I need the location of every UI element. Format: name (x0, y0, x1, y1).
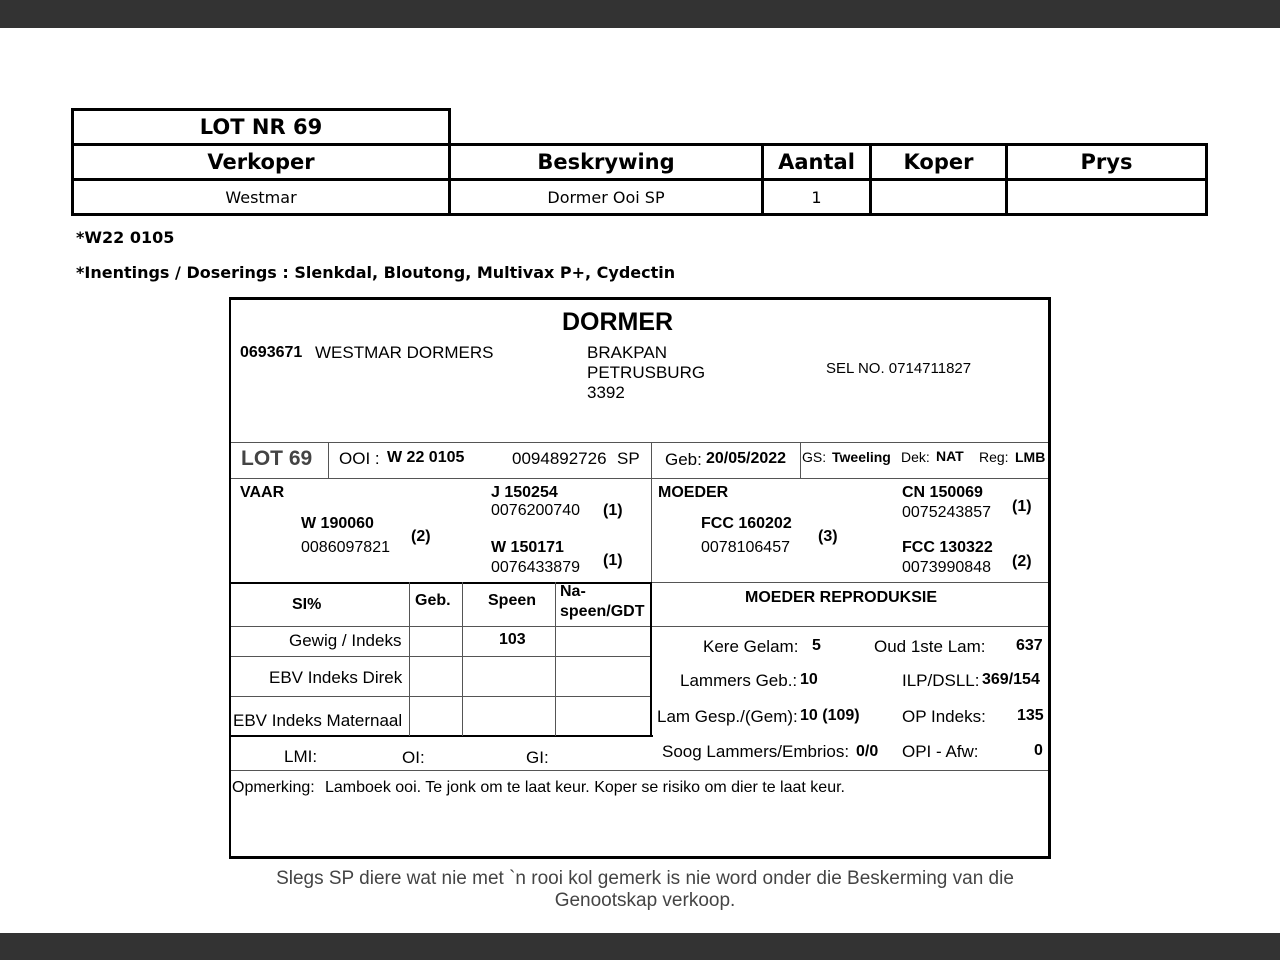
row-buyer (869, 178, 1008, 216)
gs-label: GS: (802, 449, 827, 465)
header-buyer: Koper (869, 143, 1008, 181)
row-seller: Westmar (71, 178, 451, 216)
address-line-1: BRAKPAN (587, 343, 667, 362)
speen-header: Speen (488, 592, 537, 609)
header-description: Beskrywing (448, 143, 764, 181)
op-index-label: OP Indeks: (902, 707, 986, 726)
reg-label: Reg: (979, 449, 1009, 465)
ooi-value: W 22 0105 (387, 449, 465, 466)
suckled-lambs-label: Soog Lammers/Embrios: (662, 742, 850, 761)
remark-label: Opmerking: (232, 779, 315, 796)
dam-id: FCC 160202 (701, 515, 792, 532)
certificate (229, 297, 1051, 859)
sire-dam-id: W 150171 (491, 539, 564, 556)
sire-number: 0086097821 (301, 539, 390, 556)
reg-value: LMB (1015, 449, 1046, 465)
row-price (1005, 178, 1208, 216)
weight-index-speen: 103 (499, 631, 526, 648)
lmi-label: LMI: (284, 747, 318, 766)
sire-sire-id: J 150254 (491, 484, 558, 501)
opi-deviation-label: OPI - Afw: (902, 742, 979, 761)
birth-date-label: Geb: (665, 450, 702, 469)
header-price: Prys (1005, 143, 1208, 181)
ebv-maternal-label: EBV Indeks Maternaal (233, 711, 403, 730)
sire-sire-grade: (1) (603, 502, 623, 519)
remark-text: Lamboek ooi. Te jonk om te laat keur. Koper se risiko om dier te laat keur. (325, 779, 845, 796)
geb-header: Geb. (415, 592, 451, 609)
lambs-weaned-value: 10 (109) (800, 707, 860, 724)
dam-dam-number: 0073990848 (902, 559, 991, 576)
si-header: SI% (292, 596, 322, 613)
dam-dam-id: FCC 130322 (902, 539, 993, 556)
gi-label: GI: (526, 748, 549, 767)
kere-label: Kere Gelam: (703, 637, 799, 656)
op-index-value: 135 (1017, 707, 1044, 724)
sire-id: W 190060 (301, 515, 374, 532)
dam-grade: (3) (818, 528, 838, 545)
breed-title: DORMER (562, 308, 674, 336)
opi-deviation-value: 0 (1034, 742, 1043, 759)
lambs-weaned-label: Lam Gesp./(Gem): (657, 707, 798, 726)
top-bar (0, 0, 1280, 28)
lot-label: LOT 69 (241, 447, 313, 470)
gs-value: Tweeling (832, 449, 891, 465)
header-quantity: Aantal (761, 143, 872, 181)
breeder-number: 0693671 (240, 344, 303, 361)
registration-number: 0094892726 (512, 449, 607, 468)
weight-index-label: Gewig / Indeks (289, 631, 402, 650)
birth-date-value: 20/05/2022 (706, 450, 787, 467)
ilp-value: 369/154 (982, 671, 1040, 688)
repro-title: MOEDER REPRODUKSIE (745, 589, 938, 606)
vaccination-note: *Inentings / Doserings : Slenkdal, Bloutong, Multivax P+, Cydectin (76, 263, 676, 282)
sire-dam-grade: (1) (603, 552, 623, 569)
dam-sire-grade: (1) (1012, 498, 1032, 515)
dam-dam-grade: (2) (1012, 553, 1032, 570)
ilp-label: ILP/DSLL: (902, 671, 980, 690)
naspeen-header-1: Na- (560, 583, 586, 600)
row-description: Dormer Ooi SP (448, 178, 764, 216)
sire-label: VAAR (240, 484, 285, 501)
sire-grade: (2) (411, 528, 431, 545)
lot-title: LOT NR 69 (71, 108, 451, 146)
dam-sire-id: CN 150069 (902, 484, 983, 501)
oi-label: OI: (402, 748, 425, 767)
address-line-2: PETRUSBURG (587, 363, 706, 382)
naspeen-header-2: speen/GDT (560, 603, 645, 620)
bottom-bar (0, 933, 1280, 960)
footer-disclaimer: Slegs SP diere wat nie met `n rooi kol gemerk is nie word onder die Beskerming van die Genootskap verkoop. (276, 868, 1014, 911)
dam-number: 0078106457 (701, 539, 790, 556)
sel-number: SEL NO. 0714711827 (826, 360, 972, 377)
header-seller: Verkoper (71, 143, 451, 181)
lambs-born-value: 10 (800, 671, 818, 688)
ebv-direct-label: EBV Indeks Direk (269, 668, 403, 687)
lot-table (71, 108, 1208, 216)
sire-dam-number: 0076433879 (491, 559, 580, 576)
row-quantity: 1 (761, 178, 872, 216)
dam-sire-number: 0075243857 (902, 504, 991, 521)
kere-value: 5 (812, 637, 821, 654)
sire-sire-number: 0076200740 (491, 502, 580, 519)
address-line-3: 3392 (587, 383, 625, 402)
dek-value: NAT (936, 448, 964, 464)
ooi-label: OOI : (339, 449, 380, 468)
breeder-name: WESTMAR DORMERS (315, 343, 494, 362)
dek-label: Dek: (901, 449, 930, 465)
lambs-born-label: Lammers Geb.: (680, 671, 798, 690)
suckled-lambs-value: 0/0 (856, 743, 879, 760)
dam-label: MOEDER (658, 484, 729, 501)
tag-note: *W22 0105 (76, 228, 175, 247)
first-lamb-age-value: 637 (1016, 637, 1043, 654)
first-lamb-age-label: Oud 1ste Lam: (874, 637, 986, 656)
sp-label: SP (617, 449, 640, 468)
